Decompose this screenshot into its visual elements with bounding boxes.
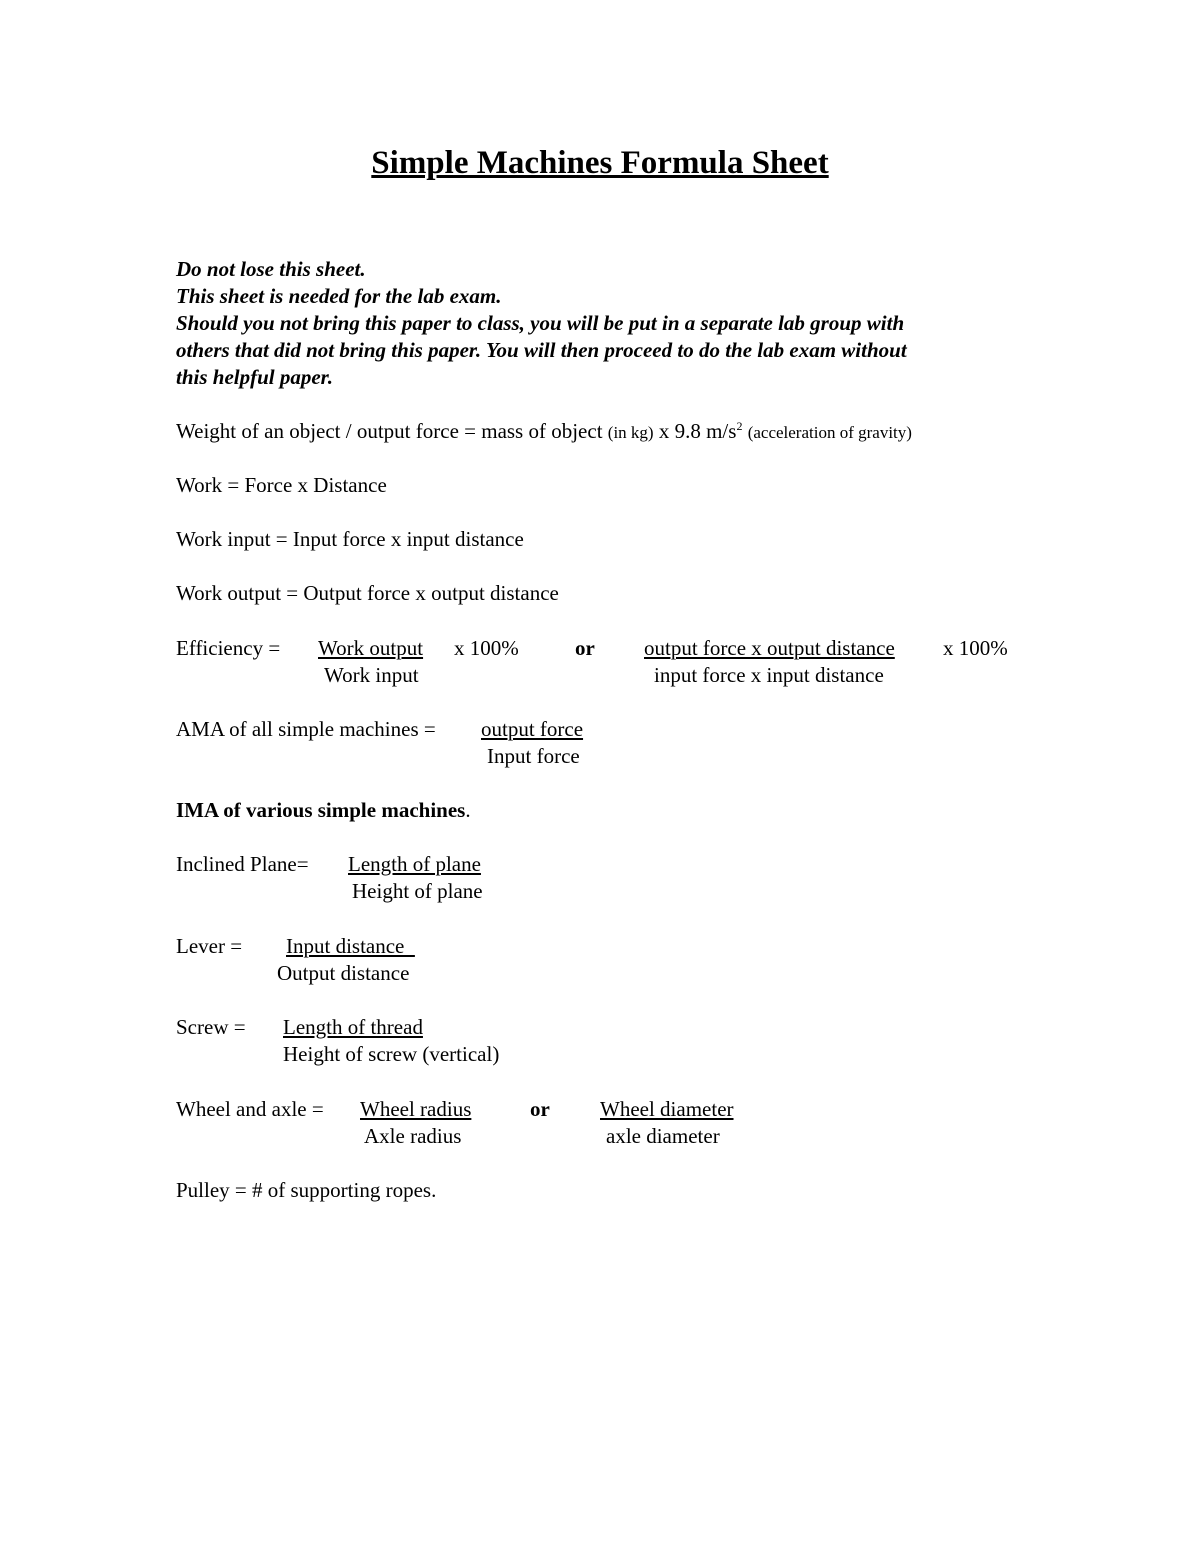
efficiency-or: or <box>575 636 595 660</box>
lever-denominator: Output distance <box>277 961 410 985</box>
weight-mult: x 9.8 m/s <box>658 419 737 443</box>
wheel-axle-denominator-2: axle diameter <box>606 1124 720 1148</box>
note-line-3: Should you not bring this paper to class, you will be put in a separate lab group with <box>176 311 905 335</box>
efficiency-percent-2: x 100% <box>943 636 1008 660</box>
lever-numerator: Input distance <box>286 934 415 958</box>
page-title: Simple Machines Formula Sheet <box>371 145 829 181</box>
note-line-2: This sheet is needed for the lab exam. <box>176 284 502 308</box>
ama-label: AMA of all simple machines = <box>176 717 436 741</box>
note-line-1: Do not lose this sheet. <box>176 257 366 281</box>
work-output-formula: Work output = Output force x output distance <box>176 581 559 605</box>
work-input-formula: Work input = Input force x input distance <box>176 527 524 551</box>
note-line-4: others that did not bring this paper. You will then proceed to do the lab exam without <box>176 338 907 362</box>
efficiency-denominator-2: input force x input distance <box>654 663 884 687</box>
weight-formula <box>176 418 912 446</box>
wheel-axle-or: or <box>530 1097 550 1121</box>
note-line-5: this helpful paper. <box>176 365 333 389</box>
weight-unit-kg: (in kg) <box>607 423 654 442</box>
screw-label: Screw = <box>176 1015 246 1039</box>
pulley-formula: Pulley = # of supporting ropes. <box>176 1178 437 1202</box>
weight-exponent: 2 <box>736 419 743 433</box>
work-formula: Work = Force x Distance <box>176 473 387 497</box>
efficiency-denominator-1: Work input <box>324 663 419 687</box>
lever-label: Lever = <box>176 934 243 958</box>
efficiency-numerator-2: output force x output distance <box>644 636 895 660</box>
weight-lhs: Weight of an object / output force = mass of object <box>176 419 603 443</box>
efficiency-label: Efficiency = <box>176 636 281 660</box>
wheel-axle-denominator-1: Axle radius <box>364 1124 462 1148</box>
weight-note: (acceleration of gravity) <box>747 423 912 442</box>
wheel-axle-numerator-2: Wheel diameter <box>600 1097 734 1121</box>
ama-numerator: output force <box>481 717 584 741</box>
inclined-plane-numerator: Length of plane <box>348 852 481 876</box>
efficiency-numerator-1: Work output <box>318 636 424 660</box>
ima-heading-text: IMA of various simple machines <box>176 798 466 822</box>
ima-heading-period: . <box>465 798 471 822</box>
wheel-axle-numerator-1: Wheel radius <box>360 1097 472 1121</box>
inclined-plane-denominator: Height of plane <box>352 879 483 903</box>
ama-denominator: Input force <box>487 744 580 768</box>
ima-heading <box>176 797 471 823</box>
efficiency-percent-1: x 100% <box>454 636 519 660</box>
screw-denominator: Height of screw (vertical) <box>283 1042 500 1066</box>
screw-numerator: Length of thread <box>283 1015 423 1039</box>
wheel-axle-label: Wheel and axle = <box>176 1097 324 1121</box>
inclined-plane-label: Inclined Plane= <box>176 852 309 876</box>
